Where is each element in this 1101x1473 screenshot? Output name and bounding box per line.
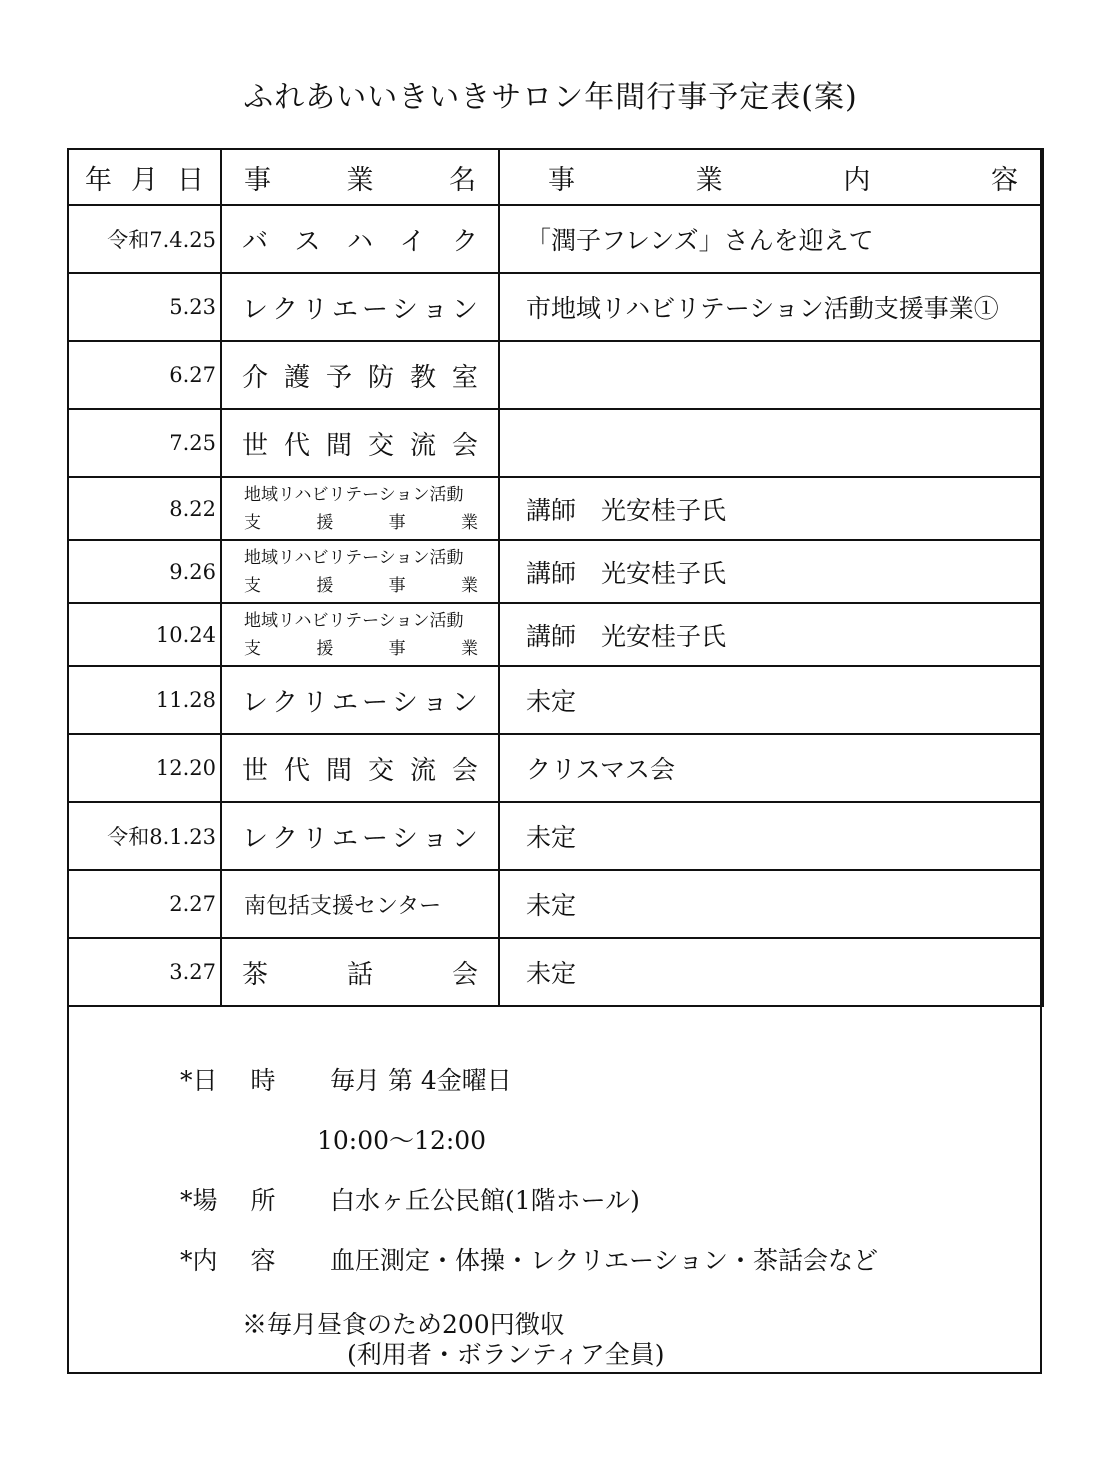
row-date: 2.27 [68, 870, 221, 938]
event-name-char: イ [399, 226, 426, 257]
event-name-char: ー [361, 687, 388, 718]
table-row [68, 341, 1043, 409]
event-name-char: 交 [367, 755, 394, 786]
row-event-name [221, 409, 499, 477]
table-row [68, 603, 1043, 666]
header-date-char: 日 [177, 164, 204, 196]
event-name-char: ョ [421, 294, 448, 325]
row-date: 3.27 [68, 938, 221, 1006]
row-event-name [221, 734, 499, 802]
event-name-char: 会 [451, 430, 478, 461]
event-name-char: ン [451, 823, 478, 854]
row-date: 12.20 [68, 734, 221, 802]
row-date: 7.25 [68, 409, 221, 477]
event-name-char: ク [451, 226, 478, 257]
header-event-name [221, 149, 499, 205]
table-row [68, 273, 1043, 341]
event-name-line1: 地域リハビリテーション活動 [244, 547, 464, 568]
event-name-char: 事 [388, 575, 406, 596]
header-name-char: 名 [449, 164, 476, 196]
header-content-char: 業 [695, 164, 723, 196]
event-name-char: 事 [388, 638, 406, 659]
table-row [68, 540, 1043, 603]
event-name-char: 防 [367, 362, 394, 393]
header-content [499, 149, 1043, 205]
note-time-hours: 10:00〜12:00 [317, 1126, 487, 1155]
event-name-char: リ [301, 294, 328, 325]
event-name-char: 世 [242, 430, 269, 461]
note-time-label: *日 時 [180, 1066, 276, 1095]
table-row [68, 205, 1043, 273]
row-content: 講師 光安桂子氏 [499, 603, 1043, 666]
row-event-name [221, 666, 499, 734]
row-event-name [221, 870, 499, 938]
event-name-char: 間 [325, 755, 352, 786]
event-name-char: レ [242, 294, 269, 325]
event-name-char: 支 [244, 512, 261, 533]
event-name-char: 予 [325, 362, 352, 393]
event-name-char: シ [391, 294, 418, 325]
header-date-char: 月 [131, 164, 158, 196]
event-name-char: エ [331, 687, 358, 718]
event-name-char: 援 [316, 638, 334, 659]
row-content [499, 341, 1043, 409]
event-name-char: ク [271, 294, 298, 325]
event-name-char: リ [301, 823, 328, 854]
row-event-name [221, 540, 499, 603]
row-date: 6.27 [68, 341, 221, 409]
row-date: 10.24 [68, 603, 221, 666]
table-row [68, 938, 1043, 1006]
row-content: 講師 光安桂子氏 [499, 540, 1043, 603]
event-name-char: 護 [283, 362, 310, 393]
table-row [68, 734, 1043, 802]
table-row [68, 477, 1043, 540]
row-date: 令和7.4.25 [68, 205, 221, 273]
table-row [68, 870, 1043, 938]
event-name-char: 茶 [242, 959, 269, 990]
event-name-char: 事 [388, 512, 406, 533]
event-name-char: 介 [242, 362, 269, 393]
note-place-label: *場 所 [180, 1186, 276, 1215]
event-name-char: ス [294, 226, 321, 257]
row-event-name [221, 603, 499, 666]
event-name-char: 話 [346, 959, 373, 990]
table-header-row [68, 149, 1043, 205]
note-time-value: 毎月 第 4金曜日 [330, 1066, 512, 1095]
note-fee-line1: ※毎月昼食のため200円徴収 [242, 1310, 565, 1339]
event-name-char: 世 [242, 755, 269, 786]
row-date: 令和8.1.23 [68, 802, 221, 870]
event-name-char: 援 [316, 512, 334, 533]
event-name-char: ー [361, 294, 388, 325]
event-name-text: 南包括支援センター [244, 893, 442, 919]
event-name-char: 業 [460, 575, 478, 596]
event-name-char: 業 [460, 638, 478, 659]
row-content [499, 409, 1043, 477]
event-name-char: 室 [451, 362, 478, 393]
event-name-line1: 地域リハビリテーション活動 [244, 610, 464, 631]
row-event-name [221, 341, 499, 409]
header-date [68, 149, 221, 205]
event-name-char: 教 [409, 362, 436, 393]
event-name-char: ョ [421, 823, 448, 854]
event-name-char: ョ [421, 687, 448, 718]
event-name-char: エ [331, 823, 358, 854]
event-name-char: 援 [316, 575, 334, 596]
event-name-char: エ [331, 294, 358, 325]
event-name-char: ク [271, 687, 298, 718]
row-content: 市地域リハビリテーション活動支援事業① [499, 273, 1043, 341]
row-content: 講師 光安桂子氏 [499, 477, 1043, 540]
header-name-char: 業 [346, 164, 374, 196]
note-fee-line2: (利用者・ボランティア全員) [347, 1340, 665, 1369]
event-name-char: 会 [451, 755, 478, 786]
event-name-char: ハ [346, 226, 373, 257]
event-name-char: 業 [460, 512, 478, 533]
event-name-char: バ [242, 226, 269, 257]
row-event-name [221, 938, 499, 1006]
row-event-name [221, 273, 499, 341]
row-event-name [221, 477, 499, 540]
event-name-char: ン [451, 294, 478, 325]
schedule-table [67, 148, 1044, 1007]
event-name-char: 代 [283, 430, 310, 461]
event-name-char: 交 [367, 430, 394, 461]
row-content: 「潤子フレンズ」さんを迎えて [499, 205, 1043, 273]
row-event-name [221, 802, 499, 870]
header-content-char: 内 [843, 164, 871, 196]
event-name-char: 間 [325, 430, 352, 461]
row-content: 未定 [499, 870, 1043, 938]
event-name-char: 流 [409, 755, 436, 786]
event-name-char: 会 [451, 959, 478, 990]
row-content: 未定 [499, 666, 1043, 734]
event-name-char: ー [361, 823, 388, 854]
row-content: クリスマス会 [499, 734, 1043, 802]
event-name-char: 代 [283, 755, 310, 786]
table-row [68, 666, 1043, 734]
header-content-char: 容 [990, 164, 1018, 196]
table-row [68, 802, 1043, 870]
event-name-line1: 地域リハビリテーション活動 [244, 484, 464, 505]
event-name-char: 流 [409, 430, 436, 461]
header-content-char: 事 [548, 164, 575, 196]
row-content: 未定 [499, 938, 1043, 1006]
row-content: 未定 [499, 802, 1043, 870]
row-date: 8.22 [68, 477, 221, 540]
note-content-label: *内 容 [180, 1246, 276, 1275]
note-content-value: 血圧測定・体操・レクリエーション・茶話会など [330, 1246, 879, 1275]
note-place-value: 白水ヶ丘公民館(1階ホール) [330, 1186, 640, 1215]
row-event-name [221, 205, 499, 273]
table-row [68, 409, 1043, 477]
event-name-char: レ [242, 823, 269, 854]
event-name-char: リ [301, 687, 328, 718]
event-name-char: 支 [244, 638, 261, 659]
header-date-char: 年 [85, 164, 112, 196]
event-name-char: シ [391, 823, 418, 854]
row-date: 5.23 [68, 273, 221, 341]
event-name-char: レ [242, 687, 269, 718]
event-name-char: 支 [244, 575, 261, 596]
page-title: ふれあいいきいきサロン年間行事予定表(案) [243, 80, 858, 115]
event-name-char: ク [271, 823, 298, 854]
event-name-char: シ [391, 687, 418, 718]
row-date: 11.28 [68, 666, 221, 734]
row-date: 9.26 [68, 540, 221, 603]
event-name-char: ン [451, 687, 478, 718]
header-name-char: 事 [244, 164, 271, 196]
